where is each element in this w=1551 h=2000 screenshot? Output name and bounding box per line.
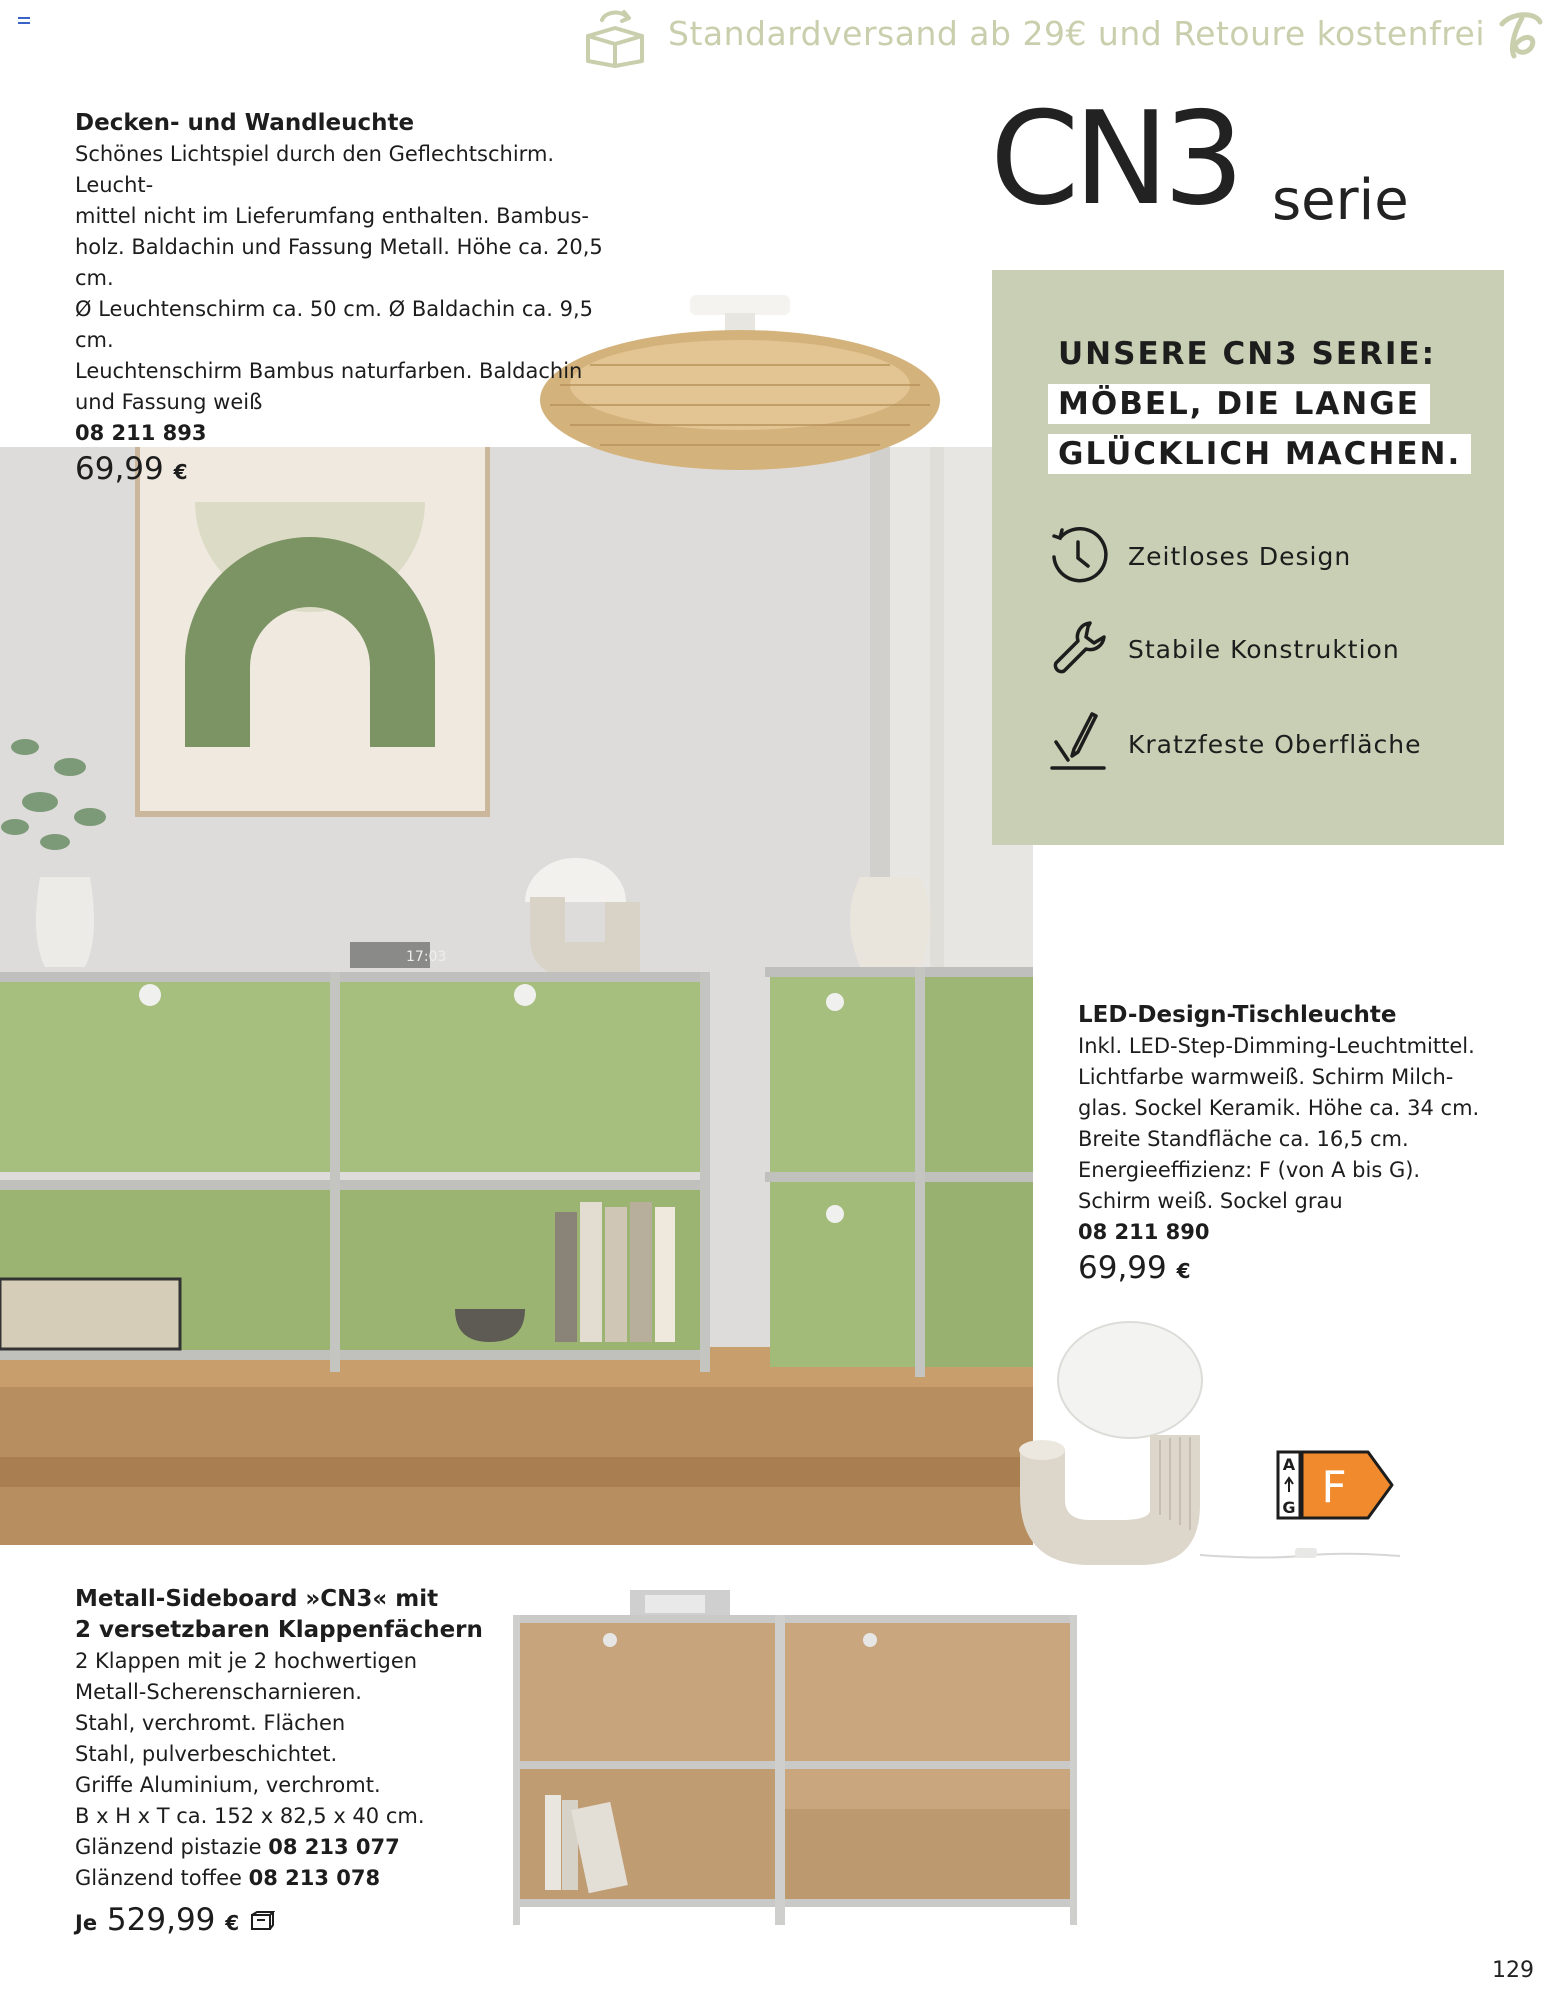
led-lamp-currency: € [1176, 1259, 1191, 1283]
feature-kratzfeste-oberflaeche [1048, 712, 1488, 778]
clock-icon [1048, 524, 1108, 590]
sideboard-price-prefix: Je [75, 1911, 98, 1935]
photo-clock: 17:03 [406, 949, 447, 965]
shipping-box-return-icon [580, 6, 650, 68]
energy-class: F [1321, 1462, 1347, 1513]
ceiling-lamp-offer [75, 108, 635, 492]
sideboard-currency: € [225, 1911, 240, 1935]
ceiling-lamp-article-number: 08 211 893 [75, 421, 207, 445]
energy-scale-top: A [1282, 1455, 1296, 1474]
energy-efficiency-label [1276, 1450, 1394, 1520]
corner-mark [18, 17, 30, 25]
sideboard-price-value: 529,99 [106, 1902, 216, 1938]
ceiling-lamp-price-value: 69,99 [75, 451, 164, 487]
sideboard-variant-number: 08 213 077 [268, 1835, 400, 1859]
sideboard-variant-label: Glänzend pistazie [75, 1835, 262, 1859]
feature-label: Zeitloses Design [1128, 542, 1352, 571]
sideboard-price [75, 1900, 525, 1943]
led-lamp-description: Inkl. LED-Step-Dimming-Leuchtmittel. Lichtfarbe warmweiß. Schirm Milch- glas. Sockel Keramik. Höhe ca. 34 cm. Breite Standfläche ca. 16,5 cm. Energieeffizienz: F (von A bis G). Schirm weiß. Sockel grau [1078, 1034, 1480, 1213]
scratch-resistant-icon [1048, 712, 1108, 778]
led-lamp-title: LED-Design-Tischleuchte [1078, 1002, 1397, 1028]
sideboard-variant [75, 1832, 525, 1863]
tchibo-logo [1492, 8, 1546, 60]
led-lamp-price-value: 69,99 [1078, 1250, 1167, 1286]
room-photo [0, 447, 1033, 1545]
ceiling-lamp-description: Schönes Lichtspiel durch den Geflechtschirm. Leucht- mittel nicht im Lieferumfang enthalten. Bambus- holz. Baldachin und Fassung Metall. Höhe ca. 20,5 cm. Ø Leuchtenschirm ca. 50 cm. Ø Baldachin ca. 9,5 cm. Leuchtenschirm Bambus naturfarben. Baldachin und Fassung weiß [75, 142, 603, 414]
feature-label: Stabile Konstruktion [1128, 635, 1400, 664]
ceiling-lamp-title: Decken- und Wandleuchte [75, 110, 415, 136]
sideboard-variant [75, 1863, 525, 1894]
wrench-icon [1048, 617, 1108, 683]
series-headline-line-3: GLÜCKLICH MACHEN. [1048, 434, 1471, 474]
led-lamp-article-number: 08 211 890 [1078, 1220, 1210, 1244]
ceiling-lamp-currency: € [173, 460, 188, 484]
sideboard-variant-label: Glänzend toffee [75, 1866, 242, 1890]
sideboard-title-line-2: 2 versetzbaren Klappenfächern [75, 1617, 483, 1643]
parcel-delivery-icon [249, 1910, 275, 1932]
feature-label: Kratzfeste Oberfläche [1128, 730, 1422, 759]
energy-scale-bottom: G [1282, 1498, 1296, 1517]
sideboard-image [510, 1590, 1080, 1940]
sideboard-variant-number: 08 213 078 [248, 1866, 381, 1890]
sideboard-offer [75, 1584, 525, 1943]
ceiling-lamp-price [75, 449, 635, 492]
series-logo-suffix: serie [1272, 168, 1409, 233]
series-headline-line-1: UNSERE CN3 SERIE: [1058, 336, 1436, 372]
series-headline-line-2: MÖBEL, DIE LANGE [1048, 384, 1430, 424]
led-lamp-price [1078, 1248, 1508, 1291]
series-logo-cn3: CN3 [990, 85, 1239, 234]
sideboard-title-line-1: Metall-Sideboard »CN3« mit [75, 1586, 439, 1612]
sideboard-description: 2 Klappen mit je 2 hochwertigen Metall-Scherenscharnieren. Stahl, verchromt. Flächen Stahl, pulverbeschichtet. Griffe Aluminium, verchromt. B x H x T ca. 152 x 82,5 x 40 cm. [75, 1649, 425, 1828]
shipping-banner-text: Standardversand ab 29€ und Retoure kostenfrei [668, 14, 1486, 53]
feature-zeitloses-design [1048, 524, 1488, 590]
page-number: 129 [1492, 1958, 1534, 1983]
feature-stabile-konstruktion [1048, 617, 1488, 683]
led-lamp-offer [1078, 1000, 1508, 1291]
